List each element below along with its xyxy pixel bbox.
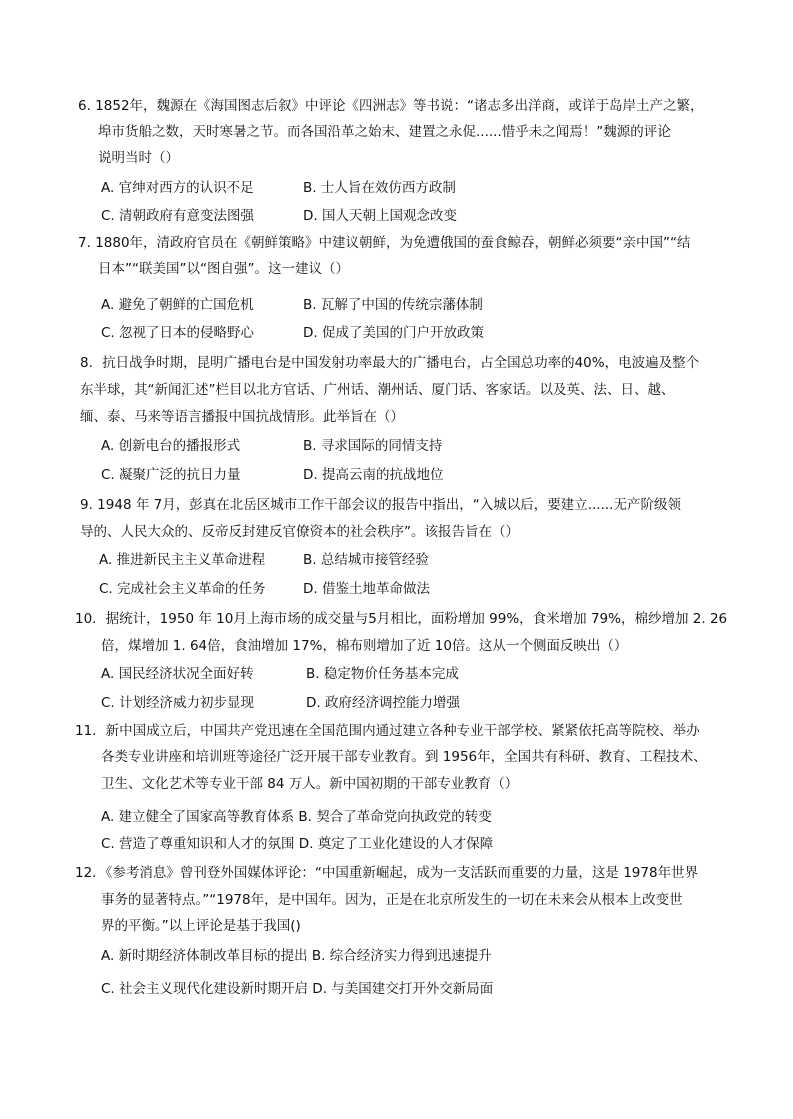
question-8-line-1: 8．抗日战争时期，昆明广播电台是中国发射功率最大的广播电台，占全国总功率的40%，电波遍及整个 (80, 355, 700, 371)
question-6-option-a: A. 官绅对西方的认识不足 (101, 180, 254, 196)
question-7-line-1: 7. 1880年，清政府官员在《朝鲜策略》中建议朝鲜，为免遭俄国的蚕食鲸吞，朝鲜必须要“亲中国”“结 (78, 235, 691, 251)
question-6-line-1: 6. 1852年，魏源在《海国图志后叙》中评论《四洲志》等书说：“诸志多出洋商，或详于岛岸土产之繁， (78, 98, 704, 114)
question-12-options-cd: C. 社会主义现代化建设新时期开启 D. 与美国建交打开外交新局面 (101, 981, 494, 997)
question-8-option-a: A. 创新电台的播报形式 (101, 438, 241, 454)
question-11-line-1: 11．新中国成立后，中国共产党迅速在全国范围内通过建立各种专业干部学校、紧紧依托高等院校、举办 (75, 723, 700, 739)
question-6-line-3: 说明当时（） (98, 150, 179, 166)
question-8-option-d: D. 提高云南的抗战地位 (303, 467, 444, 483)
question-10-option-d: D. 政府经济调控能力增强 (306, 695, 460, 711)
question-9-line-1: 9. 1948 年 7月，彭真在北岳区城市工作干部会议的报告中指出，“入城以后，要建立......无产阶级领 (80, 497, 681, 513)
question-12-line-1: 12．《参考消息》曾刊登外国媒体评论：“中国重新崛起，成为一支活跃而重要的力量，这是 1978年世界 (75, 865, 699, 881)
question-6-line-2: 埠市货船之数，天时寒暑之节。而各国沿革之始末、建置之永促......惜乎未之闻焉！”魏源的评论 (98, 124, 671, 140)
question-12-line-3: 界的平衡。”以上评论是基于我国() (101, 918, 301, 934)
question-7-option-b: B. 瓦解了中国的传统宗藩体制 (303, 297, 483, 313)
question-7-option-d: D. 促成了美国的门户开放政策 (303, 325, 484, 341)
question-6-option-d: D. 国人天朝上国观念改变 (303, 208, 457, 224)
question-10-option-b: B. 稳定物价任务基本完成 (306, 666, 459, 682)
question-7-line-2: 日本”“联美国”以“图自强”。这一建议（） (98, 261, 349, 277)
question-8-line-2: 东半球，其“新闻汇述”栏目以北方官话、广州话、潮州话、厦门话、客家话。以及英、法、日、越、 (80, 382, 675, 398)
question-10-option-c: C. 计划经济威力初步显现 (101, 695, 255, 711)
question-9-option-b: B. 总结城市接管经验 (303, 552, 429, 568)
question-11-line-2: 各类专业讲座和培训班等途径广泛开展干部专业教育。到 1956年，全国共有科研、教育、工程技术、 (101, 749, 707, 765)
question-11-options-ab: A. 建立健全了国家高等教育体系 B. 契合了革命党向执政党的转变 (101, 809, 492, 825)
question-7-option-c: C. 忽视了日本的侵略野心 (101, 325, 255, 341)
question-9-line-2: 导的、人民大众的、反帝反封建反官僚资本的社会秩序”。该报告旨在（） (80, 524, 519, 540)
question-6-option-b: B. 士人旨在效仿西方政制 (303, 180, 456, 196)
question-10-option-a: A. 国民经济状况全面好转 (101, 666, 254, 682)
question-8-line-3: 缅、泰、马来等语言播报中国抗战情形。此举旨在（） (80, 409, 404, 425)
question-10-line-2: 倍，煤增加 1. 64倍，食油增加 17%，棉布则增加了近 10倍。这从一个侧面反映出（） (101, 638, 628, 654)
question-8-option-b: B. 寻求国际的同情支持 (303, 438, 443, 454)
question-11-line-3: 卫生、文化艺术等专业干部 84 万人。新中国初期的干部专业教育（） (101, 776, 519, 792)
question-12-line-2: 事务的显著特点。”“1978年，是中国年。因为，正是在北京所发生的一切在未来会从根本上改变世 (101, 892, 683, 908)
question-7-option-a: A. 避免了朝鲜的亡国危机 (101, 297, 254, 313)
question-6-option-c: C. 清朝政府有意变法图强 (101, 208, 255, 224)
question-9-option-c: C. 完成社会主义革命的任务 (99, 581, 266, 597)
question-8-option-c: C. 凝聚广泛的抗日力量 (101, 467, 241, 483)
question-10-line-1: 10．据统计，1950 年 10月上海市场的成交量与5月相比，面粉增加 99%，食米增加 79%，棉纱增加 2. 26 (75, 611, 728, 627)
question-12-options-ab: A. 新时期经济体制改革目标的提出 B. 综合经济实力得到迅速提升 (101, 948, 492, 964)
question-11-options-cd: C. 营造了尊重知识和人才的氛围 D. 奠定了工业化建设的人才保障 (101, 836, 494, 852)
question-9-option-d: D. 借鉴土地革命做法 (303, 581, 430, 597)
question-9-option-a: A. 推进新民主主义革命进程 (99, 552, 266, 568)
